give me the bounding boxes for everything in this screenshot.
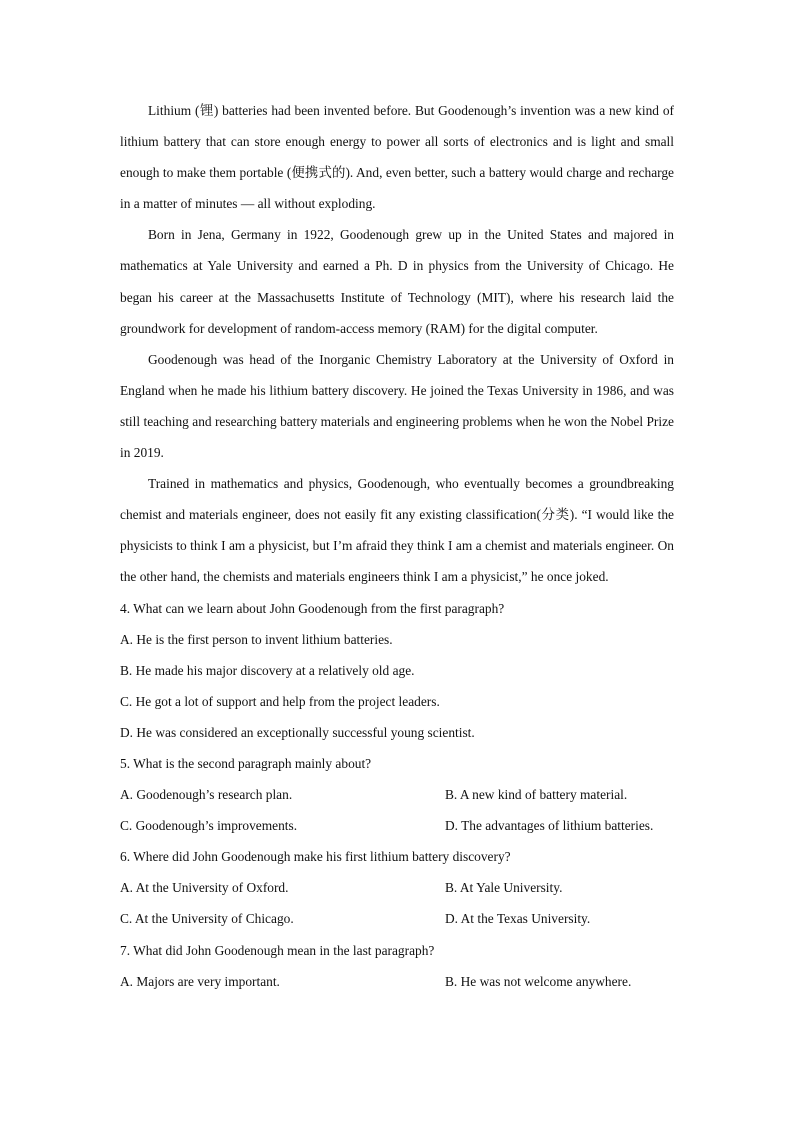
option-row [120,966,674,997]
passage-paragraph-2: Born in Jena, Germany in 1922, Goodenough grew up in the United States and majored in mathematics at Yale University and earned a Ph. D in physics from the University of Chicago. He began his career at the Massachusetts Institute of Technology (MIT), where his research laid the groundwork for development of random-access memory (RAM) for the digital computer. [120,227,674,336]
passage-paragraph-1: Lithium (锂) batteries had been invented before. But Goodenough’s invention was a new kind of lithium battery that can store enough energy to power all sorts of electronics and is light and small enough to make them portable (便携式的). And, even better, such a battery would charge and recharge in a matter of minutes — all without exploding. [120,103,674,212]
option-d: D. At the Texas University. [445,911,591,927]
option-c: C. At the University of Chicago. [120,911,294,927]
option-row [120,903,674,934]
question-stem: 5. What is the second paragraph mainly about? [120,755,372,771]
option-row [120,872,674,903]
option-a: A. He is the first person to invent lithium batteries. [120,631,393,647]
question-stem: 7. What did John Goodenough mean in the last paragraph? [120,942,435,958]
option-b: B. He was not welcome anywhere. [445,973,632,989]
passage-paragraph-4: Trained in mathematics and physics, Goodenough, who eventually becomes a groundbreaking chemist and materials engineer, does not easily fit any existing classification(分类). “I would like the physicists to think I am a physicist, but I’m afraid they think I am a chemist and materials engineer. On the other hand, the chemists and materials engineers think I am a physicist,” he once joked. [120,476,674,585]
option-a: A. Majors are very important. [120,973,280,989]
option-a: A. At the University of Oxford. [120,880,289,896]
option-c: C. Goodenough’s improvements. [120,818,298,834]
question-4 [120,593,674,748]
option-a: A. Goodenough’s research plan. [120,787,293,803]
option-row [120,779,674,810]
option-c: C. He got a lot of support and help from the project leaders. [120,693,440,709]
question-stem: 4. What can we learn about John Goodenough from the first paragraph? [120,600,505,616]
option-d: D. The advantages of lithium batteries. [445,818,654,834]
question-7 [120,935,674,997]
option-b: B. At Yale University. [445,880,563,896]
question-stem: 6. Where did John Goodenough make his first lithium battery discovery? [120,849,511,865]
question-6 [120,841,674,934]
option-row [120,810,674,841]
passage-paragraph-3: Goodenough was head of the Inorganic Chemistry Laboratory at the University of Oxford in England when he made his lithium battery discovery. He joined the Texas University in 1986, and was still teaching and researching battery materials and engineering problems when he won the Nobel Prize in 2019. [120,351,674,461]
option-d: D. He was considered an exceptionally successful young scientist. [120,724,475,740]
option-b: B. He made his major discovery at a relatively old age. [120,662,415,678]
question-5 [120,748,674,841]
option-b: B. A new kind of battery material. [445,787,628,803]
